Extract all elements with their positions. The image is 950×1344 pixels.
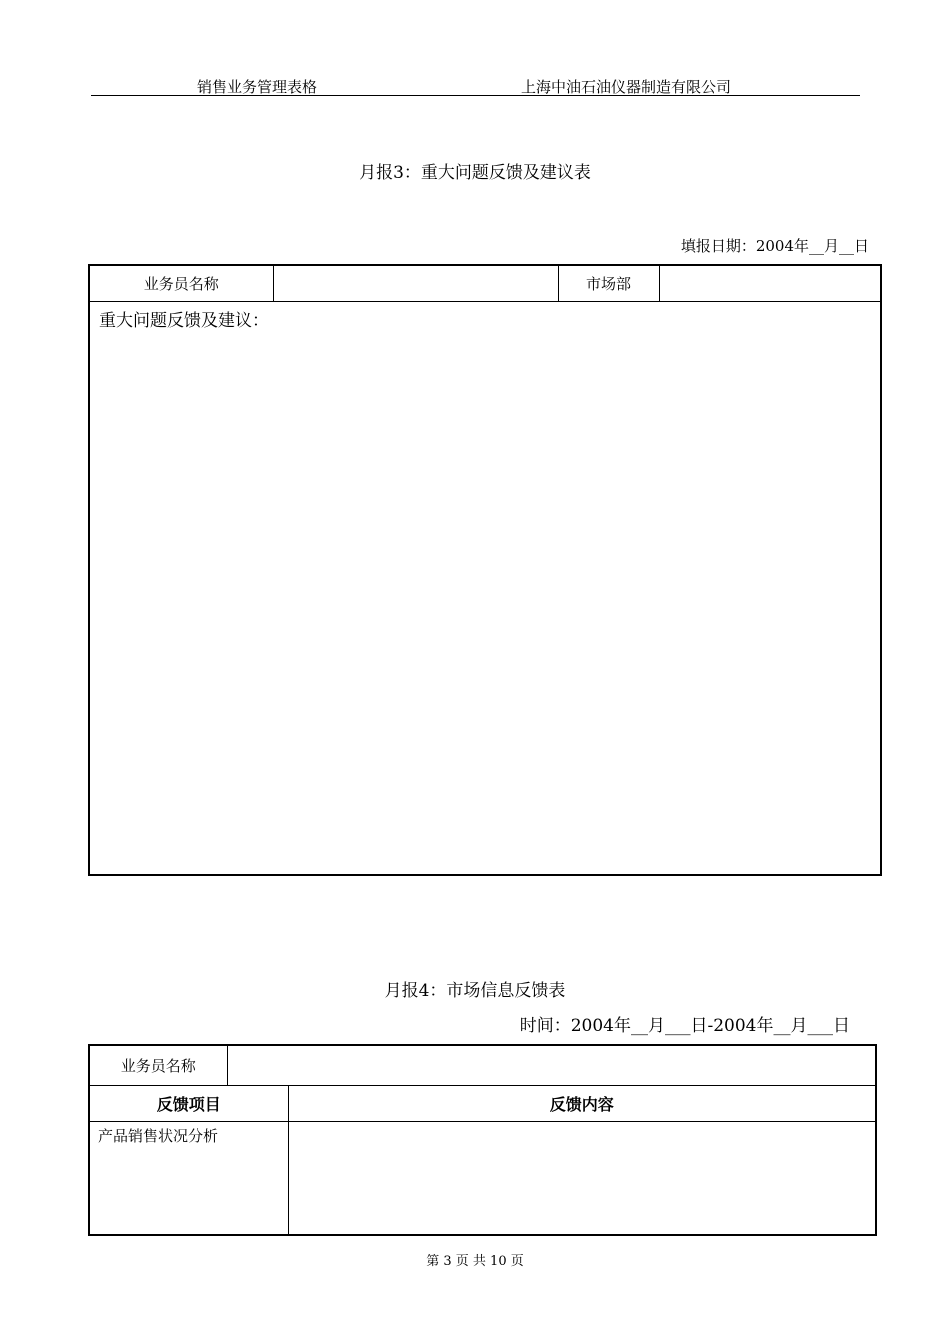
page-footer: 第 3 页 共 10 页 bbox=[426, 1254, 524, 1269]
header-right: 上海中油石油仪器制造有限公司 bbox=[521, 78, 732, 96]
report4-title: 月报4：市场信息反馈表 bbox=[384, 981, 566, 1001]
report4-salesperson-field[interactable] bbox=[227, 1045, 876, 1085]
col-header-item: 反馈项目 bbox=[89, 1085, 288, 1121]
market-field[interactable] bbox=[659, 265, 881, 301]
report4-time-line: 时间：2004年__月___日-2004年__月___日 bbox=[519, 1016, 850, 1036]
header-rule bbox=[91, 95, 860, 96]
row-content[interactable] bbox=[288, 1121, 876, 1235]
feedback-area[interactable] bbox=[89, 301, 881, 875]
table-row bbox=[89, 1121, 876, 1235]
salesperson-label: 业务员名称 bbox=[89, 265, 273, 301]
report4-table bbox=[88, 1044, 877, 1236]
salesperson-field[interactable] bbox=[273, 265, 558, 301]
market-label: 市场部 bbox=[558, 265, 659, 301]
col-header-content: 反馈内容 bbox=[288, 1085, 876, 1121]
report3-title: 月报3：重大问题反馈及建议表 bbox=[359, 163, 591, 183]
report4-salesperson-label: 业务员名称 bbox=[89, 1045, 227, 1085]
row-item: 产品销售状况分析 bbox=[89, 1121, 288, 1235]
header-left: 销售业务管理表格 bbox=[197, 78, 318, 96]
report3-table bbox=[88, 264, 882, 876]
report3-date-line: 填报日期：2004年__月__日 bbox=[680, 237, 869, 255]
feedback-label: 重大问题反馈及建议： bbox=[99, 310, 269, 331]
